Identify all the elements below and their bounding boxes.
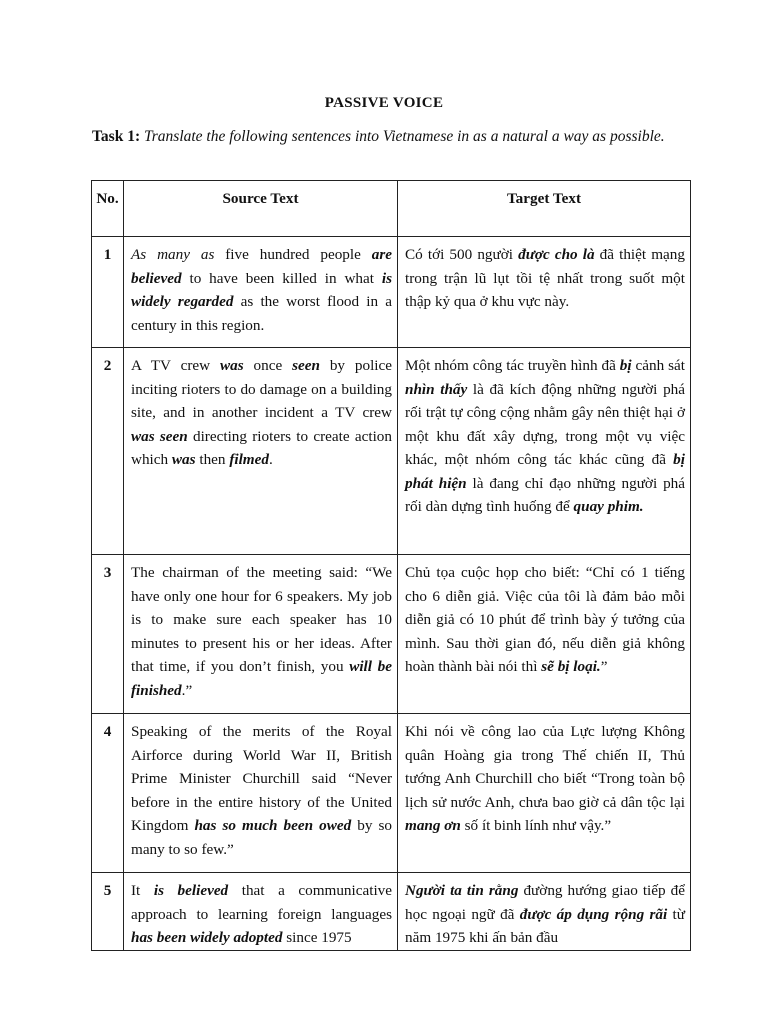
text-run: từ năm 1975 khi ấn bản đầu [405,905,686,946]
target-text-cell [398,237,691,348]
text-run: is widely regarded [131,269,392,310]
text-run: by so many to so few.” [131,817,392,858]
text-run: directing rioters to create action which [131,427,392,468]
text-run: seen [292,357,320,374]
text-run: by police inciting rioters to do damage on a building site, and in another incident a TV crew [131,357,393,421]
text-run: Chủ tọa cuộc họp cho biết: “Chỉ có 1 tiếng cho 6 diễn giả. Việc của tôi là đảm bảo mỗi diễn giả có 10 phút để trình bày ý tưởng của mình. Sau thời gian đó, nếu diễn giả không hoàn thành bài nói thì [405,564,685,675]
text-run: ” [600,658,608,675]
table-row [92,237,691,348]
source-text-cell [124,555,398,714]
text-run: sẽ bị loại. [541,658,601,675]
text-run: mang ơn [405,817,461,834]
text-run: là đang chỉ đạo những người phá rối dàn dựng tình huống để [405,474,686,515]
text-run: nhìn thấy [405,380,468,398]
page-title: PASSIVE VOICE [324,95,444,111]
table-row [92,714,691,873]
source-text-cell [124,714,398,873]
text-run: once [243,357,293,374]
target-text-cell [398,714,691,873]
text-run: cảnh sát [631,357,685,374]
text-run: được áp dụng rộng rãi [519,905,668,923]
text-run: A TV crew [131,357,220,374]
text-run: was [171,451,196,468]
row-number: 4 [92,714,124,873]
text-run: . [268,451,273,468]
text-run: Người ta tin rằng [405,882,519,899]
text-run: are believed [131,246,392,287]
text-run: that a communicative approach to learning foreign languages [131,882,393,923]
text-run: It [131,882,154,899]
source-text-cell [124,873,398,951]
text-run: đường hướng giao tiếp để học ngoại ngữ đã [405,882,685,923]
text-run: quay phim. [573,498,644,515]
source-text-cell [124,348,398,555]
text-run: As many as [131,246,215,263]
text-run: số ít binh lính như vậy.” [460,817,612,834]
text-run: Speaking of the merits of the Royal Airforce during World War II, British Prime Minister Churchill said “Never before in the entire history of the United Kingdom [131,723,392,834]
text-run: has so much been owed [194,817,352,834]
text-run: then [195,451,230,468]
text-run: .” [181,681,193,699]
task-label: Task 1: [92,128,141,145]
text-run: is believed [153,882,229,899]
text-run: was seen [131,427,188,445]
row-number: 5 [92,873,124,951]
text-run: filmed [229,451,269,468]
text-run: đã thiệt mạng trong trận lũ lụt tồi tệ nhất trong suốt một thập kỷ qua ở khu vực này. [405,246,685,310]
text-run: was [220,357,244,374]
text-run: Khi nói về công lao của Lực lượng Không quân Hoàng gia trong Thế chiến II, Thủ tướng Anh Churchill cho biết “Trong toàn bộ lịch sử nước Anh, chưa bao giờ cả dân tộc lại [405,723,685,811]
text-run: là đã kích động những người phá rối trật tự công cộng nhằm gây nên thiệt hại ở một khu đất xây dựng, trong một vụ việc khác, một nhóm công tác khác cũng đã [405,380,686,468]
text-run: has been widely adopted [131,929,283,946]
header-source-text: Source Text [124,181,398,237]
target-text-cell [398,555,691,714]
table-row [92,348,691,555]
text-run: will be finished [131,658,392,699]
text-run: được cho là [518,246,595,263]
task-instruction [92,125,677,149]
text-run: five hundred people [214,246,372,263]
text-run: to have been killed in what [181,269,382,287]
source-text-cell [124,237,398,348]
text-run: bị phát hiện [405,451,685,492]
row-number: 3 [92,555,124,714]
header-no: No. [92,181,124,237]
row-number: 1 [92,237,124,348]
text-run: bị [619,357,632,374]
task-text: Translate the following sentences into Vietnamese in as a natural a way as possible. [140,128,665,145]
table-row [92,555,691,714]
text-run: since 1975 [282,929,352,946]
text-run: as the worst flood in a century in this region. [131,293,392,334]
table-header-row [92,181,691,237]
translation-table [91,180,691,951]
target-text-cell [398,873,691,951]
row-number: 2 [92,348,124,555]
header-target-text: Target Text [398,181,691,237]
target-text-cell [398,348,691,555]
text-run: Có tới 500 người [405,246,519,263]
text-run: Một nhóm công tác truyền hình đã [405,357,620,374]
text-run: The chairman of the meeting said: “We have only one hour for 6 speakers. My job is to make sure each speaker has 10 minutes to present his or her ideas. After that time, if you don’t finish, you [131,564,392,675]
table-row [92,873,691,951]
